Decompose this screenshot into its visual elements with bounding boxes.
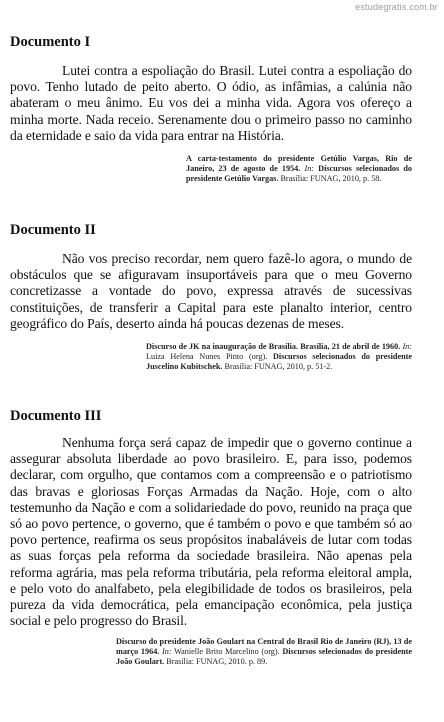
document-1-text: Lutei contra a espoliação do Brasil. Lutei contra a espoliação do povo. Tenho lutado de peito aberto. O ódio, as infâmias, a calúnia não abateram o meu ânimo. Eu vos dei a minha vida. Agora vos ofereço a minha morte. Nada receio. Serenamente dou o primeiro passo no caminho da eternidade e saio da vida para entrar na História. (10, 63, 412, 143)
document-1-source (186, 154, 412, 184)
document-3-title: Documento III (10, 408, 102, 424)
document-3-source-title: Discurso do presidente João Goulart na Central do Brasil Rio de Janeiro (RJ), 13 de março 1964. (116, 637, 412, 657)
document-2-source-in: In: (402, 342, 412, 352)
document-2-source-publisher: Brasília: FUNAG, 2010, p. 51-2. (224, 362, 333, 372)
document-3 (10, 408, 412, 667)
document-2-text: Não vos preciso recordar, nem quero fazê-lo agora, o mundo de obstáculos que se afiguravam insuportáveis para que o meu Governo concretizasse a vontade do povo, expressa através de sucessivas constituições, de transferir a Capital para este planalto interior, centro geográfico do País, deserto ainda há poucas dezenas de meses. (10, 251, 412, 331)
document-2-source-book: Discursos selecionados do presidente Juscelino Kubitschek. (146, 352, 412, 372)
document-1-source-title: A carta-testamento do presidente Getúlio Vargas, Rio de Janeiro, 23 de agosto de 1954. (186, 154, 412, 174)
document-3-source-in: In: (162, 647, 172, 657)
document-1-title: Documento I (10, 34, 91, 50)
document-3-source-org: Wanielle Brito Marcelino (org). (174, 647, 280, 657)
document-3-source (116, 637, 412, 667)
document-1 (10, 34, 412, 184)
document-3-source-publisher: Brasília: FUNAG, 2010. p. 89. (166, 657, 268, 667)
site-watermark: estudegratis.com.br (355, 2, 438, 12)
document-3-source-book: Discursos selecionados do presidente João Goulart. (116, 647, 413, 667)
document-2-source-title: Discurso de JK na inauguração de Brasília. Brasília, 21 de abril de 1960. (146, 342, 401, 352)
document-3-text: Nenhuma força será capaz de impedir que o governo continue a assegurar absoluta liberdade ao povo brasileiro. E, para isso, podemos declarar, com orgulho, que contamos com a compreensão e o patriotismo das bravas e gloriosas Forças Armadas da Nação. Hoje, com o alto testemunho da Nação e com a solidariedade do povo, reunido na praça que só ao povo pertence, o governo, que é também o povo e que também só ao povo pertence, reafirma os seus propósitos inabaláveis de lutar com todas as suas forças pela reforma da sociedade brasileira. Não apenas pela reforma agrária, mas pela reforma tributária, pela reforma eleitoral ampla, e pelo voto do analfabeto, pela elegibilidade de todos os brasileiros, pela pureza da vida democrática, pela emancipação econômica, pela justiça social e pelo progresso do Brasil. (10, 435, 412, 629)
document-2 (10, 222, 412, 372)
document-2-source (146, 342, 412, 372)
document-2-title: Documento II (10, 222, 96, 238)
document-1-source-in: In: (304, 164, 315, 174)
document-1-source-publisher: Brasília: FUNAG, 2010, p. 58. (280, 174, 382, 184)
document-2-source-org: Luiza Helena Nunes Pinto (org). (146, 352, 268, 362)
document-1-source-book: Discursos selecionados do presidente Getúlio Vargas. (186, 164, 412, 184)
